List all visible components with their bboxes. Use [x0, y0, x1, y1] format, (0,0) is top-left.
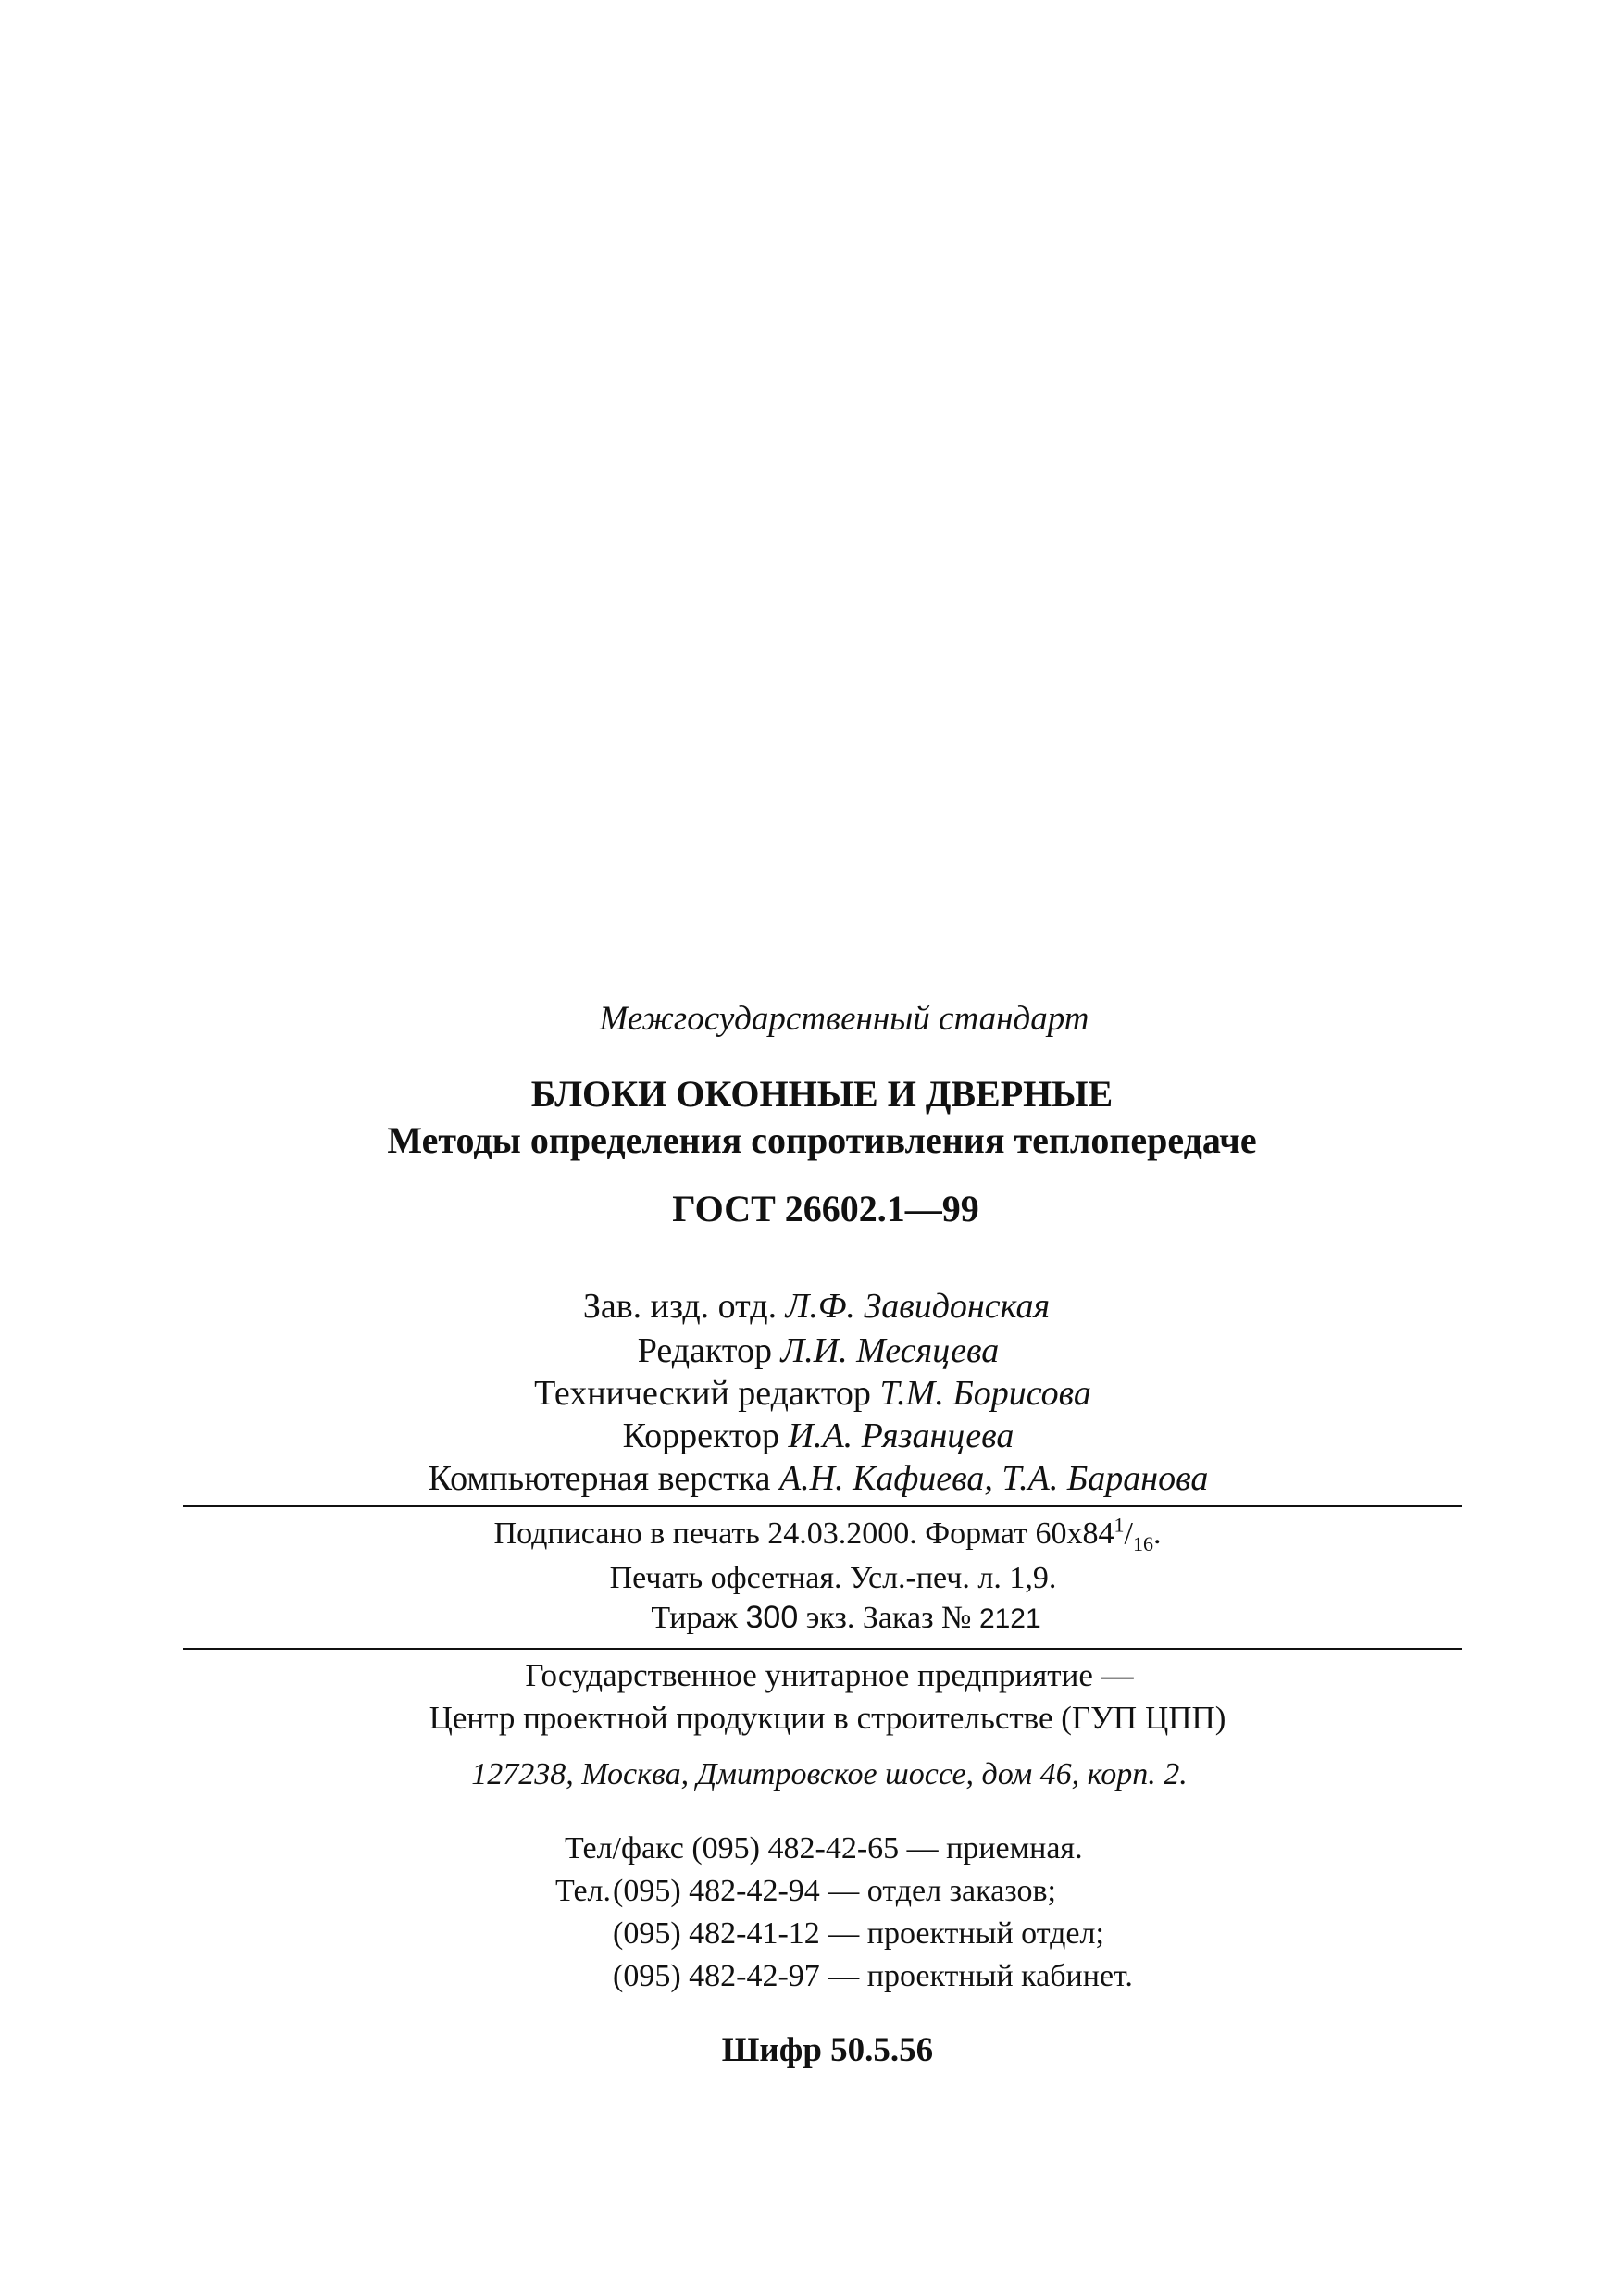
circulation-label: Тираж [651, 1601, 739, 1635]
order-number: 2121 [978, 1603, 1041, 1634]
credit-line [4, 1376, 1618, 1411]
print-type-line: Печать офсетная. Усл.-печ. л. 1,9. [609, 1561, 1057, 1595]
publisher-address: 127238, Москва, Дмитровское шоссе, дом 46, корп. 2. [471, 1757, 1188, 1791]
contact-value: (095) 482-41-12 — проектный отдел; [613, 1916, 1104, 1951]
credit-name: А.Н. Кафиева, Т.А. Баранова [778, 1459, 1209, 1498]
publisher-line: Государственное унитарное предприятие — [525, 1657, 1134, 1693]
contact-label: Тел. [554, 1874, 611, 1908]
credit-name: Л.Ф. Завидонская [785, 1287, 1051, 1326]
document-subtitle: Методы определения сопротивления теплопередаче [387, 1119, 1257, 1161]
format-superscript: 1 [1114, 1513, 1125, 1537]
contact-value: Тел/факс (095) 482-42-65 — приемная. [565, 1831, 1083, 1866]
credit-line [9, 1461, 1618, 1496]
order-label: экз. Заказ № [805, 1601, 972, 1635]
circulation-value: 300 [745, 1600, 799, 1635]
credit-name: Т.М. Борисова [879, 1374, 1091, 1413]
divider [183, 1648, 1462, 1650]
signed-text: Подписано в печать 24.03.2000. Формат 60х84 [493, 1516, 1114, 1551]
signed-suffix: . [1152, 1516, 1162, 1551]
contact-value: (095) 482-42-97 — проектный кабинет. [613, 1959, 1133, 1993]
standard-number: ГОСТ 26602.1—99 [672, 1188, 979, 1229]
credit-role: Корректор [622, 1416, 780, 1455]
signed-to-print-line: Подписано в печать 24.03.2000. Формат $60х84^1/_{16}$. [493, 1513, 1162, 1555]
contact-value: (095) 482-42-94 — отдел заказов; [613, 1874, 1056, 1908]
credit-role: Технический редактор [534, 1374, 871, 1413]
credit-name: И.А. Рязанцева [788, 1416, 1014, 1455]
credit-role: Редактор [637, 1331, 772, 1370]
credit-role: Компьютерная верстка [428, 1459, 771, 1498]
publisher-name: Центр проектной продукции в строительстве (ГУП ЦПП) [429, 1700, 1226, 1736]
credit-line [9, 1418, 1618, 1454]
credit-name: Л.И. Месяцева [780, 1331, 1000, 1370]
cipher-code: Шифр 50.5.56 [721, 2031, 934, 2069]
format-subscript: 16 [1132, 1531, 1153, 1555]
credit-line [9, 1333, 1618, 1368]
standard-type-subtitle: Межгосударственный стандарт [599, 1000, 1089, 1038]
circulation-line [37, 1602, 1618, 1634]
divider [183, 1505, 1462, 1507]
credit-role: Зав. изд. отд. [582, 1287, 778, 1326]
document-title: БЛОКИ ОКОННЫЕ И ДВЕРНЫЕ [530, 1073, 1114, 1115]
credit-line [7, 1289, 1618, 1324]
